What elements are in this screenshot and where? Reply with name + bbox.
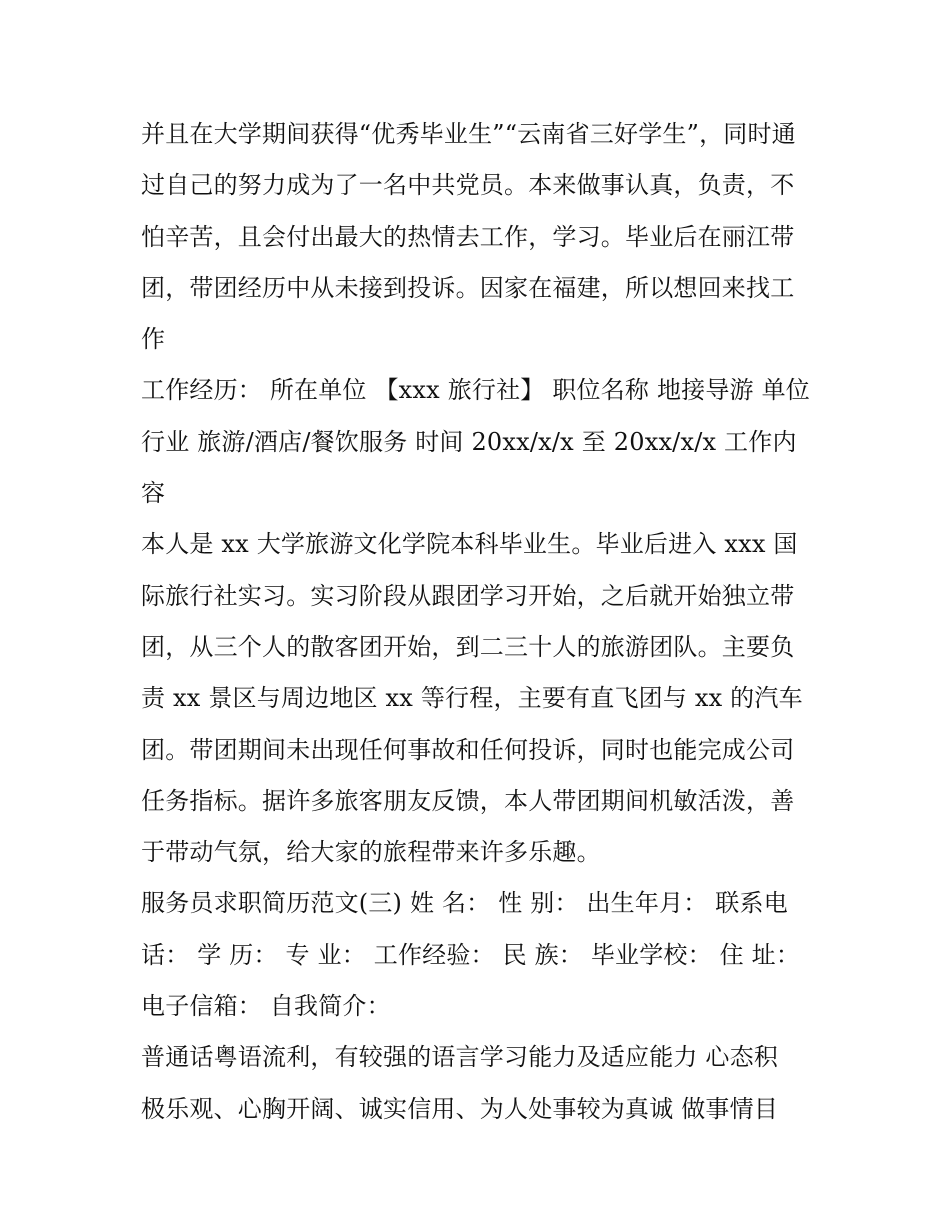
text-line: 电子信箱： 自我简介： bbox=[141, 992, 391, 1021]
document-body bbox=[141, 109, 816, 1135]
text-line: 极乐观、心胸开阔、诚实信用、为人处事较为真诚 做事情目 bbox=[141, 1094, 779, 1123]
text-line: 作 bbox=[141, 325, 166, 354]
text-line: 工作经历： 所在单位 【xxx 旅行社】 职位名称 地接导游 单位 bbox=[141, 376, 810, 405]
text-line: 服务员求职简历范文(三) 姓 名： 性 别： 出生年月： 联系电 bbox=[141, 889, 788, 918]
text-line: 际旅行社实习。实习阶段从跟团学习开始，之后就开始独立带 bbox=[141, 581, 795, 610]
text-line: 团。带团期间未出现任何事故和任何投诉，同时也能完成公司 bbox=[141, 735, 795, 764]
text-line: 行业 旅游/酒店/餐饮服务 时间 20xx/x/x 至 20xx/x/x 工作内 bbox=[141, 427, 797, 456]
text-line: 过自己的努力成为了一名中共党员。本来做事认真，负责，不 bbox=[141, 171, 795, 200]
text-line: 并且在大学期间获得“优秀毕业生”“云南省三好学生”，同时通 bbox=[141, 120, 796, 148]
text-line: 话： 学 历： 专 业： 工作经验： 民 族： 毕业学校： 住 址： bbox=[141, 940, 801, 969]
text-line: 于带动气氛，给大家的旅程带来许多乐趣。 bbox=[141, 838, 601, 867]
text-line: 团，从三个人的散客团开始，到二三十人的旅游团队。主要负 bbox=[141, 632, 795, 661]
text-line: 容 bbox=[141, 479, 166, 508]
text-line: 团，带团经历中从未接到投诉。因家在福建，所以想回来找工 bbox=[141, 273, 795, 302]
text-line: 怕辛苦，且会付出最大的热情去工作，学习。毕业后在丽江带 bbox=[141, 222, 795, 251]
text-line: 任务指标。据许多旅客朋友反馈，本人带团期间机敏活泼，善 bbox=[141, 786, 795, 815]
text-line: 普通话粤语流利，有较强的语言学习能力及适应能力 心态积 bbox=[141, 1043, 779, 1072]
text-line: 责 xx 景区与周边地区 xx 等行程，主要有直飞团与 xx 的汽车 bbox=[141, 684, 803, 713]
text-line: 本人是 xx 大学旅游文化学院本科毕业生。毕业后进入 xxx 国 bbox=[141, 530, 798, 559]
